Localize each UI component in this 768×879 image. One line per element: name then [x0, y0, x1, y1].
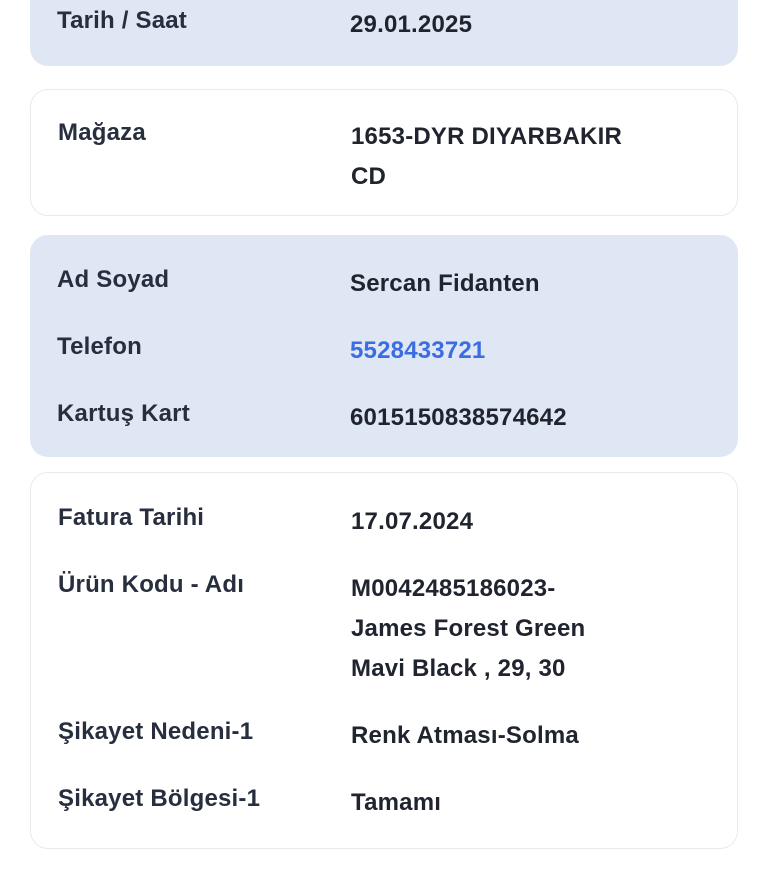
- card-fatura-urun: [30, 472, 738, 849]
- sikayet-bolgesi-1-value: Tamamı: [351, 789, 442, 816]
- ad-soyad-value: Sercan Fidanten: [350, 270, 540, 297]
- phone-link[interactable]: 5528433721: [350, 337, 486, 364]
- row-telefon: [57, 327, 711, 371]
- tarih-saat-label: Tarih / Saat: [57, 7, 187, 34]
- row-kartus-kart: [57, 394, 711, 438]
- urun-kodu-adi-value: M0042485186023- James Forest Green Mavi Black , 29, 30: [351, 575, 586, 682]
- sikayet-nedeni-1-value: Renk Atması-Solma: [351, 722, 579, 749]
- telefon-label: Telefon: [57, 333, 142, 360]
- row-urun-kodu-adi: [58, 565, 710, 689]
- row-magaza: [58, 113, 710, 197]
- row-fatura-tarihi: [58, 498, 710, 542]
- ad-soyad-label: Ad Soyad: [57, 266, 170, 293]
- fatura-tarihi-value: 17.07.2024: [351, 508, 474, 535]
- card-musteri-bilgileri: [30, 235, 738, 457]
- tarih-saat-value: 29.01.2025: [350, 11, 473, 38]
- urun-kodu-adi-label: Ürün Kodu - Adı: [58, 571, 245, 598]
- card-magaza: [30, 89, 738, 216]
- kartus-kart-value: 6015150838574642: [350, 404, 567, 431]
- magaza-value: 1653-DYR DIYARBAKIR CD: [351, 123, 622, 190]
- sikayet-bolgesi-1-label: Şikayet Bölgesi-1: [58, 785, 261, 812]
- magaza-label: Mağaza: [58, 119, 146, 146]
- row-tarih-saat: [57, 1, 711, 45]
- card-tarih-saat: [30, 0, 738, 66]
- fatura-tarihi-label: Fatura Tarihi: [58, 504, 205, 531]
- row-sikayet-bolgesi-1: [58, 779, 710, 823]
- kartus-kart-label: Kartuş Kart: [57, 400, 190, 427]
- sikayet-nedeni-1-label: Şikayet Nedeni-1: [58, 718, 254, 745]
- row-ad-soyad: [57, 260, 711, 304]
- row-sikayet-nedeni-1: [58, 712, 710, 756]
